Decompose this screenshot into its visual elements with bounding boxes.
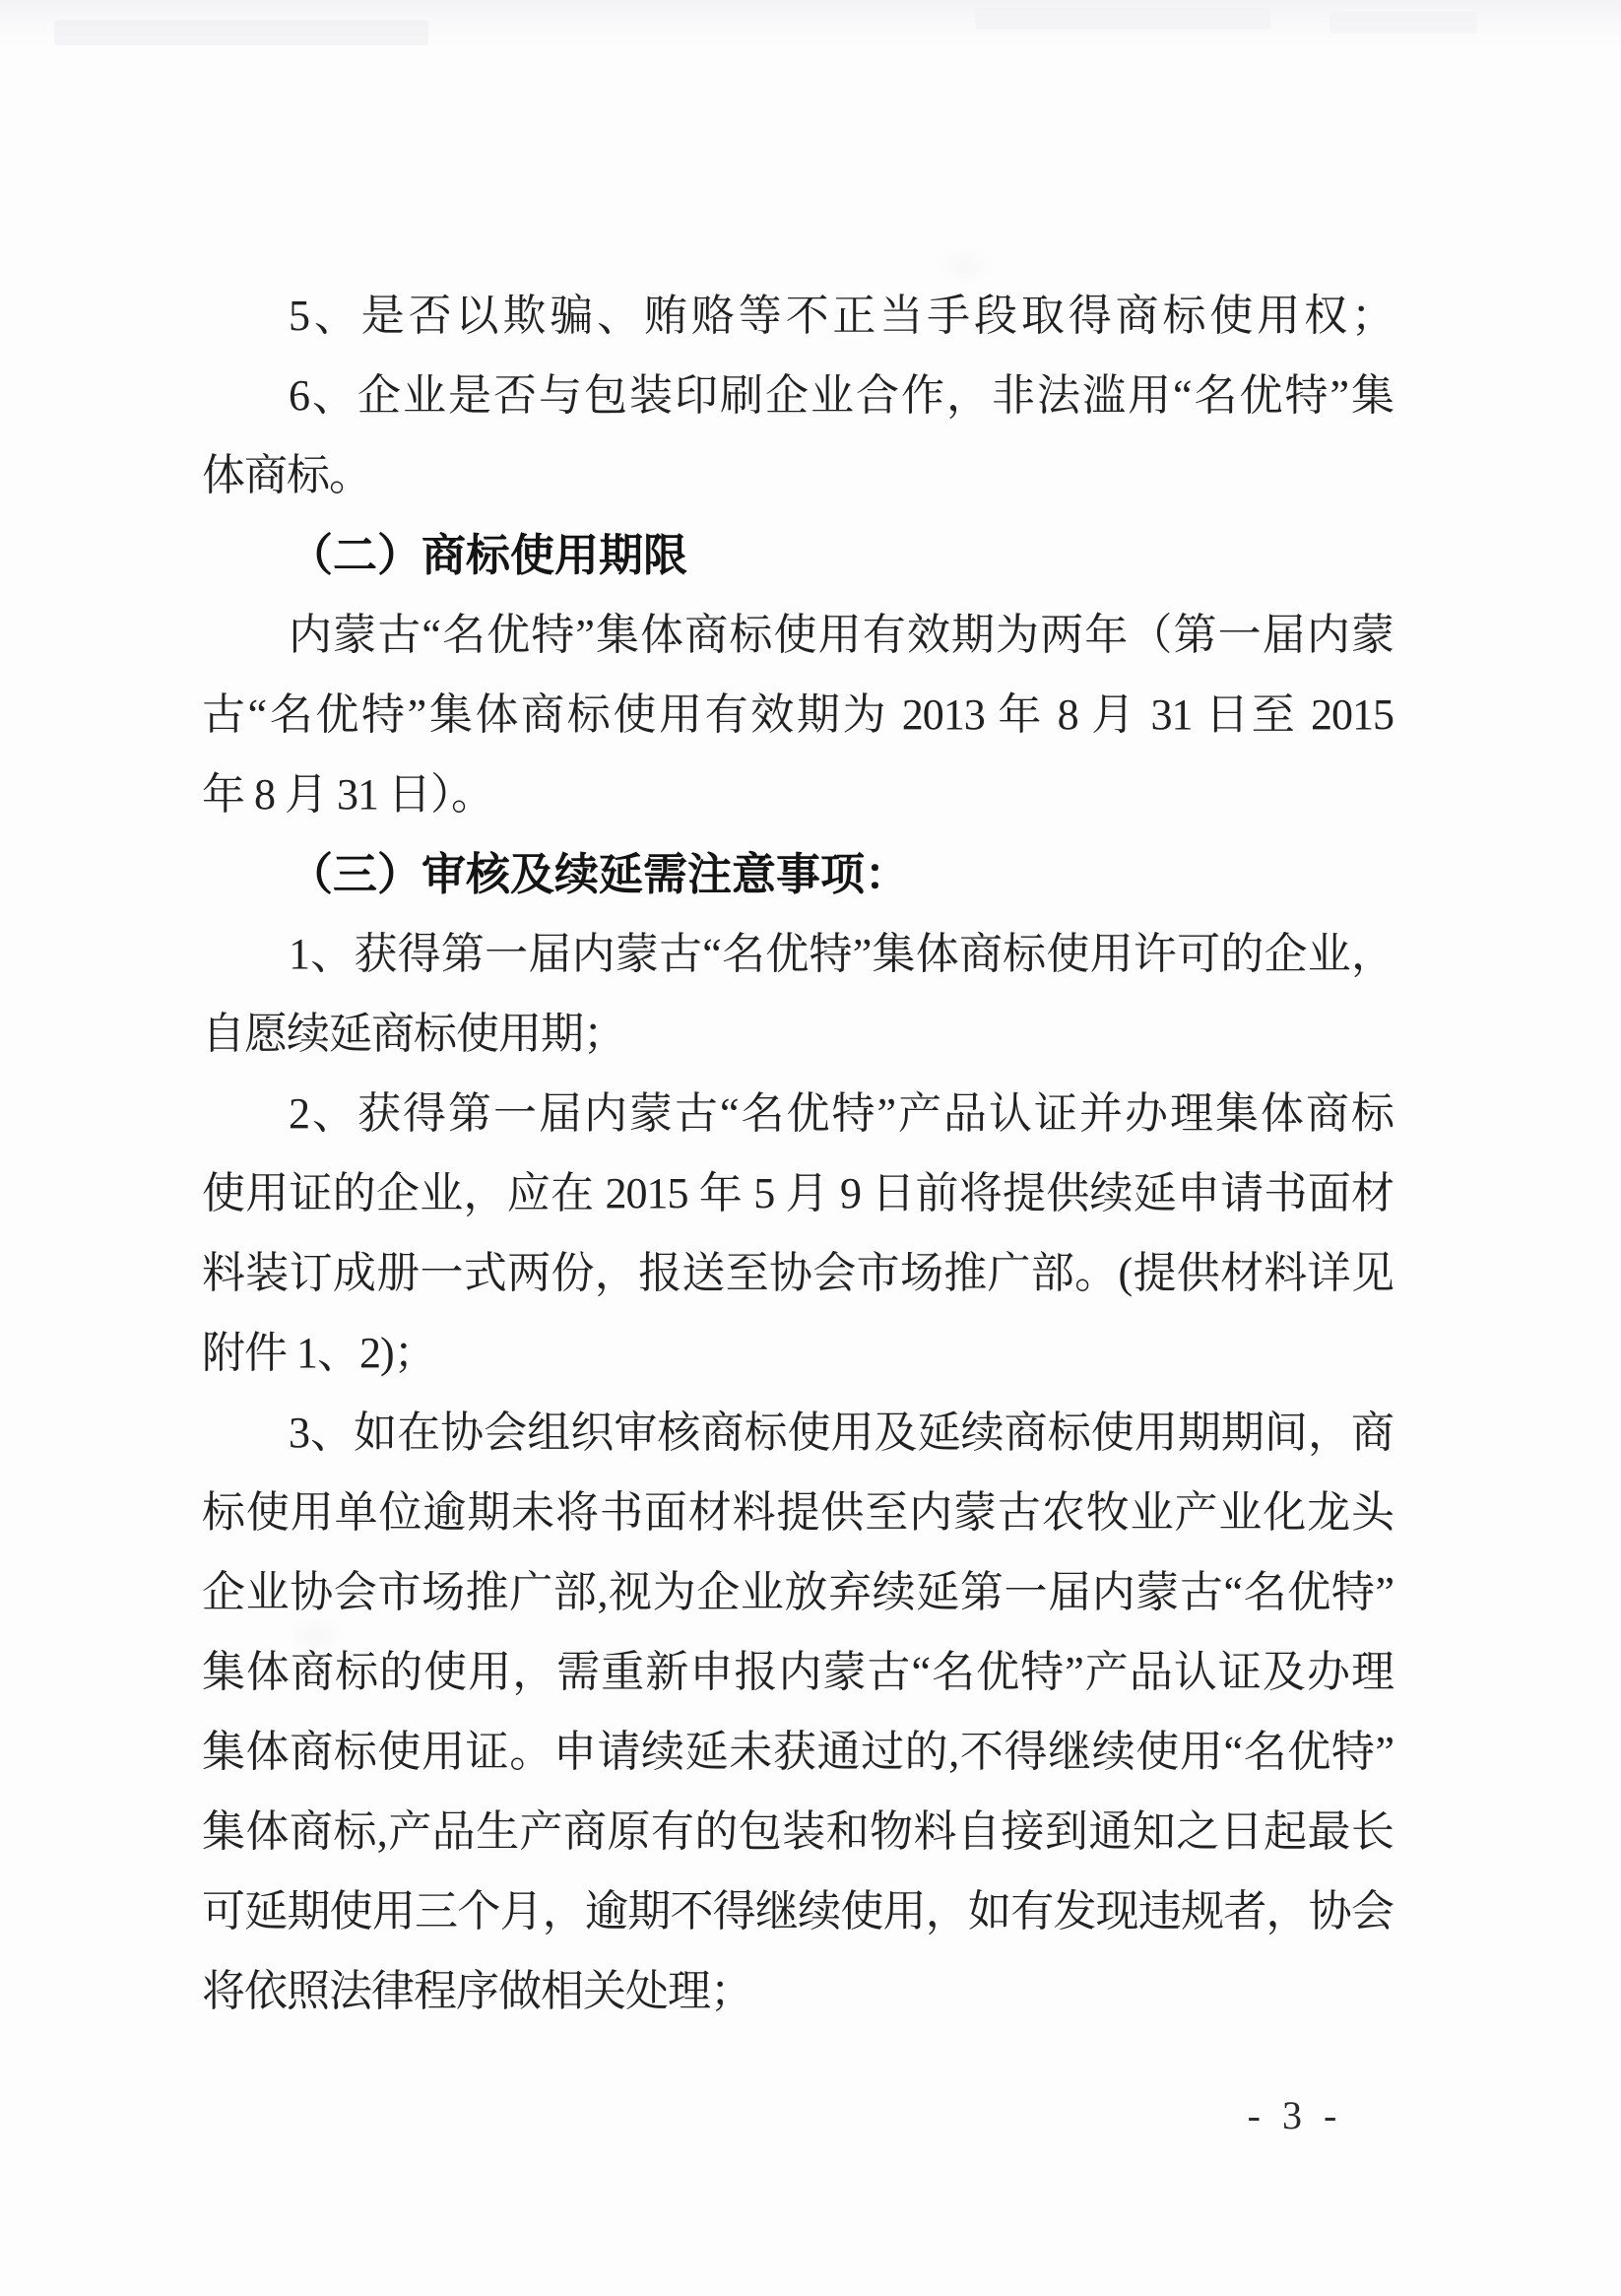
body-text-line: 集体商标的使用，需重新申报内蒙古“名优特”产品认证及办理: [202, 1648, 1394, 1696]
body-text-line: 企业协会市场推广部,视为企业放弃续延第一届内蒙古“名优特”: [202, 1568, 1394, 1616]
body-text-line: 2、获得第一届内蒙古“名优特”产品认证并办理集体商标: [289, 1089, 1394, 1138]
body-text-line: 3、如在协会组织审核商标使用及延续商标使用期期间，商: [289, 1409, 1394, 1457]
scan-edge-artifact: [1329, 12, 1477, 33]
body-text-line: 集体商标,产品生产商原有的包装和物料自接到通知之日起最长: [202, 1807, 1394, 1856]
body-text-line: 内蒙古“名优特”集体商标使用有效期为两年（第一届内蒙: [289, 611, 1394, 659]
section-heading-line: （二）商标使用期限: [289, 530, 688, 580]
document-text: [202, 276, 1394, 2031]
page-number: - 3 -: [1247, 2093, 1343, 2137]
body-text-line: 料装订成册一式两份，报送至协会市场推广部。(提供材料详见: [202, 1249, 1394, 1297]
body-text-line: 1、获得第一届内蒙古“名优特”集体商标使用许可的企业，: [289, 930, 1394, 978]
body-text-line: 6、企业是否与包装印刷企业合作，非法滥用“名优特”集: [289, 371, 1394, 420]
body-text-line: 古“名优特”集体商标使用有效期为 2013 年 8 月 31 日至 2015: [202, 690, 1394, 739]
body-text-line: 使用证的企业，应在 2015 年 5 月 9 日前将提供续延申请书面材: [202, 1169, 1394, 1217]
scan-edge-artifact: [975, 8, 1270, 30]
body-text-line: 5、是否以欺骗、贿赂等不正当手段取得商标使用权；: [289, 292, 1394, 340]
body-text-line: 体商标。: [202, 451, 371, 499]
body-text-line: 附件 1、2)；: [202, 1329, 436, 1377]
body-text-line: 自愿续延商标使用期；: [202, 1010, 625, 1058]
body-text-line: 将依照法律程序做相关处理；: [202, 1967, 752, 2015]
body-text-line: 年 8 月 31 日）。: [202, 770, 493, 819]
scan-edge-artifact: [54, 20, 428, 45]
body-text-line: 集体商标使用证。申请续延未获通过的,不得继续使用“名优特”: [202, 1728, 1394, 1776]
section-heading-line: （三）审核及续延需注意事项：: [289, 849, 910, 899]
body-text-line: 可延期使用三个月，逾期不得继续使用，如有发现违规者，协会: [202, 1887, 1394, 1935]
body-text-line: 标使用单位逾期未将书面材料提供至内蒙古农牧业产业化龙头: [202, 1488, 1394, 1537]
